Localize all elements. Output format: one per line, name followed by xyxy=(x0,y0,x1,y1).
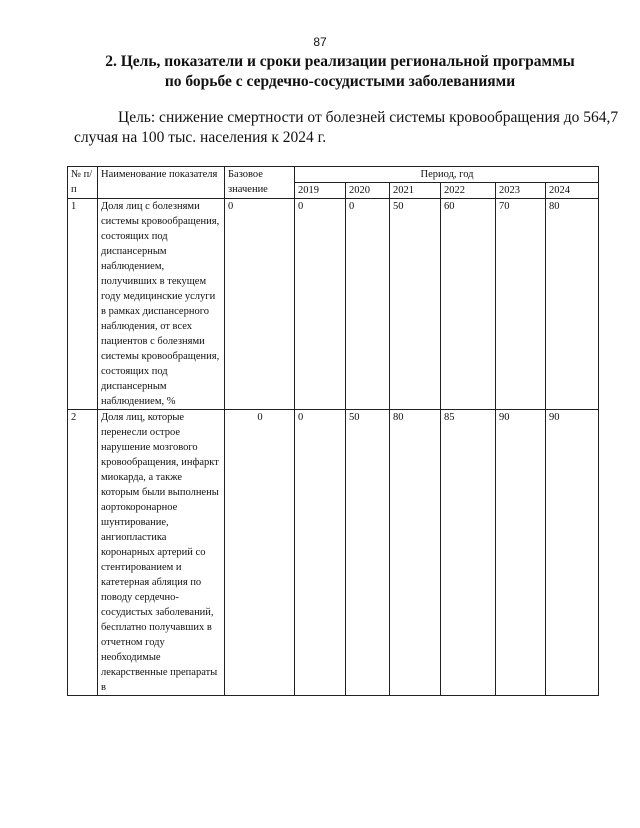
row-year-value: 0 xyxy=(346,199,390,410)
header-year: 2024 xyxy=(546,183,599,199)
row-base-value: 0 xyxy=(225,410,295,696)
header-year: 2021 xyxy=(390,183,441,199)
section-title-line-1: 2. Цель, показатели и сроки реализации региональной программы xyxy=(105,53,575,70)
row-num: 1 xyxy=(68,199,98,410)
row-year-value: 60 xyxy=(441,199,496,410)
table-row xyxy=(68,199,599,410)
row-year-value: 90 xyxy=(496,410,546,696)
row-year-value: 0 xyxy=(295,199,346,410)
row-year-value: 50 xyxy=(390,199,441,410)
header-year: 2020 xyxy=(346,183,390,199)
row-year-value: 80 xyxy=(390,410,441,696)
row-year-value: 70 xyxy=(496,199,546,410)
goal-line-1: Цель: снижение смертности от болезней системы кровообращения до 564,7 xyxy=(118,109,619,126)
row-year-value: 90 xyxy=(546,410,599,696)
row-num: 2 xyxy=(68,410,98,696)
header-row-1 xyxy=(68,167,599,183)
row-indicator-name: Доля лиц с болезнями системы кровообращения, состоящих под диспансерным наблюдением, получивших в текущем году медицинские услуги в рамках диспансерного наблюдения, от всех пациентов с болезнями системы кровообращения, состоящих под диспансерным наблюдением, % xyxy=(98,199,225,410)
goal-line-2: случая на 100 тыс. населения к 2024 г. xyxy=(74,129,327,146)
indicators-table xyxy=(67,166,599,696)
table-row xyxy=(68,410,599,696)
header-year: 2022 xyxy=(441,183,496,199)
row-year-value: 85 xyxy=(441,410,496,696)
page-number: 87 xyxy=(313,35,327,49)
header-year: 2019 xyxy=(295,183,346,199)
header-base: Базовое значение xyxy=(225,167,295,199)
section-title xyxy=(40,52,640,92)
header-year: 2023 xyxy=(496,183,546,199)
header-name: Наименование показателя xyxy=(98,167,225,199)
row-base-value: 0 xyxy=(225,199,295,410)
header-period: Период, год xyxy=(295,167,599,183)
header-num: № п/п xyxy=(68,167,98,199)
goal-paragraph xyxy=(74,108,619,148)
row-year-value: 50 xyxy=(346,410,390,696)
row-year-value: 80 xyxy=(546,199,599,410)
section-title-line-2: по борьбе с сердечно-сосудистыми заболеваниями xyxy=(164,73,516,90)
row-indicator-name: Доля лиц, которые перенесли острое нарушение мозгового кровообращения, инфаркт миокарда, а также которым были выполнены аортокоронарное шунтирование, ангиопластика коронарных артерий со стентированием и катетерная абляция по поводу сердечно-сосудистых заболеваний, бесплатно получавших в отчетном году необходимые лекарственные препараты в xyxy=(98,410,225,696)
row-year-value: 0 xyxy=(295,410,346,696)
